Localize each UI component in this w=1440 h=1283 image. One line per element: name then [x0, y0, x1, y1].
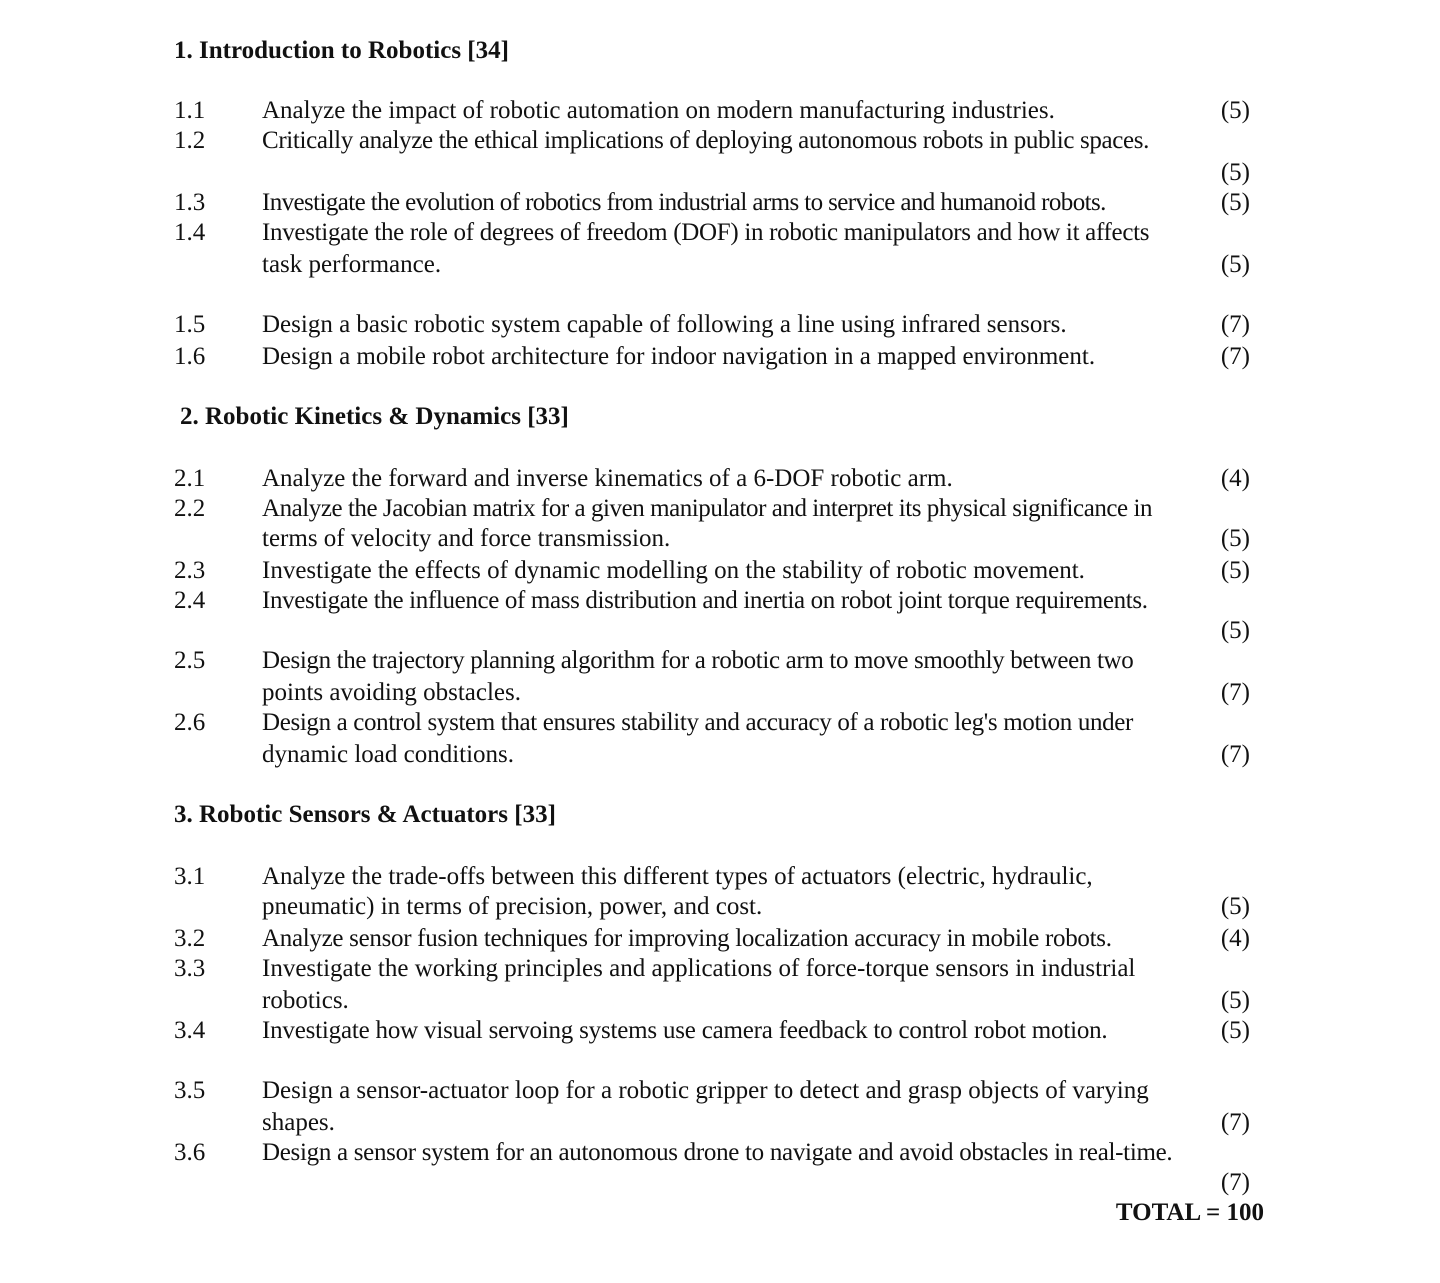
- question-number: 3.5: [174, 1077, 206, 1104]
- question-number: 1.6: [174, 343, 206, 370]
- question-continuation: [0, 524, 1440, 554]
- question-item: [0, 310, 1440, 340]
- question-item: [0, 586, 1440, 616]
- question-marks: (5): [1220, 97, 1250, 124]
- question-marks: (7): [1220, 1169, 1250, 1196]
- question-number: 3.1: [174, 863, 206, 890]
- question-continuation: [0, 892, 1440, 922]
- question-text: terms of velocity and force transmission.: [262, 525, 671, 552]
- question-text: Design a sensor system for an autonomous drone to navigate and avoid obstacles in real-time.: [262, 1139, 1173, 1166]
- total-marks: TOTAL = 100: [1115, 1199, 1264, 1226]
- section-heading: 3. Robotic Sensors & Actuators [33]: [174, 801, 556, 828]
- question-number: 3.3: [174, 955, 206, 982]
- question-number: 1.5: [174, 311, 206, 338]
- question-marks: (7): [1220, 741, 1250, 768]
- question-continuation: [0, 740, 1440, 770]
- question-text: Critically analyze the ethical implications of deploying autonomous robots in public spaces.: [262, 127, 1150, 154]
- question-number: 1.2: [174, 127, 206, 154]
- question-text: robotics.: [262, 987, 349, 1014]
- question-number: 1.1: [174, 97, 206, 124]
- question-text: dynamic load conditions.: [262, 741, 515, 768]
- question-item: [0, 954, 1440, 984]
- question-number: 3.6: [174, 1139, 206, 1166]
- question-item: [0, 126, 1440, 156]
- question-item: [0, 1138, 1440, 1168]
- question-item: [0, 1016, 1440, 1046]
- question-text: Investigate the effects of dynamic modelling on the stability of robotic movement.: [262, 557, 1085, 584]
- question-marks: (7): [1220, 679, 1250, 706]
- question-item: [0, 96, 1440, 126]
- question-text: Design the trajectory planning algorithm for a robotic arm to move smoothly between two: [262, 647, 1134, 674]
- question-item: [0, 218, 1440, 248]
- question-text: Investigate the role of degrees of freedom (DOF) in robotic manipulators and how it affects: [262, 219, 1150, 246]
- question-text: task performance.: [262, 251, 442, 278]
- question-marks: (5): [1220, 1017, 1250, 1044]
- question-number: 3.4: [174, 1017, 206, 1044]
- question-number: 2.3: [174, 557, 206, 584]
- question-text: Analyze the impact of robotic automation on modern manufacturing industries.: [262, 97, 1055, 124]
- question-text: Investigate the working principles and applications of force-torque sensors in industrial: [262, 955, 1136, 982]
- question-text: pneumatic) in terms of precision, power, and cost.: [262, 893, 763, 920]
- question-continuation: [0, 1108, 1440, 1138]
- question-marks: (7): [1220, 1109, 1250, 1136]
- question-text: Investigate the influence of mass distribution and inertia on robot joint torque requirements.: [262, 587, 1148, 614]
- question-text: Analyze the Jacobian matrix for a given manipulator and interpret its physical significance in: [262, 495, 1153, 522]
- question-marks: (5): [1220, 617, 1250, 644]
- question-number: 2.6: [174, 709, 206, 736]
- question-text: Analyze the forward and inverse kinematics of a 6-DOF robotic arm.: [262, 465, 953, 492]
- question-continuation: [0, 678, 1440, 708]
- question-text: Design a sensor-actuator loop for a robotic gripper to detect and grasp objects of varying: [262, 1077, 1149, 1104]
- question-marks-line: [0, 1168, 1440, 1198]
- question-continuation: [0, 986, 1440, 1016]
- question-number: 1.3: [174, 189, 206, 216]
- question-item: [0, 862, 1440, 892]
- question-marks: (5): [1220, 251, 1250, 278]
- section-heading: 1. Introduction to Robotics [34]: [174, 37, 509, 64]
- question-item: [0, 342, 1440, 372]
- question-marks-line: [0, 158, 1440, 188]
- question-text: shapes.: [262, 1109, 335, 1136]
- question-text: Analyze sensor fusion techniques for improving localization accuracy in mobile robots.: [262, 925, 1112, 952]
- question-item: [0, 646, 1440, 676]
- question-text: Design a basic robotic system capable of following a line using infrared sensors.: [262, 311, 1067, 338]
- question-item: [0, 188, 1440, 218]
- question-marks: (5): [1220, 987, 1250, 1014]
- question-marks: (5): [1220, 189, 1250, 216]
- question-number: 2.5: [174, 647, 206, 674]
- question-marks: (5): [1220, 159, 1250, 186]
- question-text: Investigate the evolution of robotics from industrial arms to service and humanoid robots.: [262, 189, 1106, 216]
- question-continuation: [0, 250, 1440, 280]
- question-item: [0, 556, 1440, 586]
- question-number: 2.4: [174, 587, 206, 614]
- question-marks: (5): [1220, 893, 1250, 920]
- question-marks: (4): [1220, 465, 1250, 492]
- question-marks: (5): [1220, 525, 1250, 552]
- section-heading: 2. Robotic Kinetics & Dynamics [33]: [180, 403, 569, 430]
- question-number: 2.2: [174, 495, 206, 522]
- question-item: [0, 1076, 1440, 1106]
- question-item: [0, 924, 1440, 954]
- question-item: [0, 708, 1440, 738]
- question-number: 2.1: [174, 465, 206, 492]
- question-marks: (7): [1220, 343, 1250, 370]
- question-marks: (5): [1220, 557, 1250, 584]
- question-item: [0, 494, 1440, 524]
- question-text: Analyze the trade-offs between this different types of actuators (electric, hydraulic,: [262, 863, 1093, 890]
- question-number: 3.2: [174, 925, 206, 952]
- question-marks-line: [0, 616, 1440, 646]
- question-marks: (7): [1220, 311, 1250, 338]
- question-text: Design a mobile robot architecture for indoor navigation in a mapped environment.: [262, 343, 1096, 370]
- question-number: 1.4: [174, 219, 206, 246]
- question-text: points avoiding obstacles.: [262, 679, 521, 706]
- question-text: Design a control system that ensures stability and accuracy of a robotic leg's motion under: [262, 709, 1134, 736]
- question-text: Investigate how visual servoing systems use camera feedback to control robot motion.: [262, 1017, 1108, 1044]
- question-item: [0, 464, 1440, 494]
- question-marks: (4): [1220, 925, 1250, 952]
